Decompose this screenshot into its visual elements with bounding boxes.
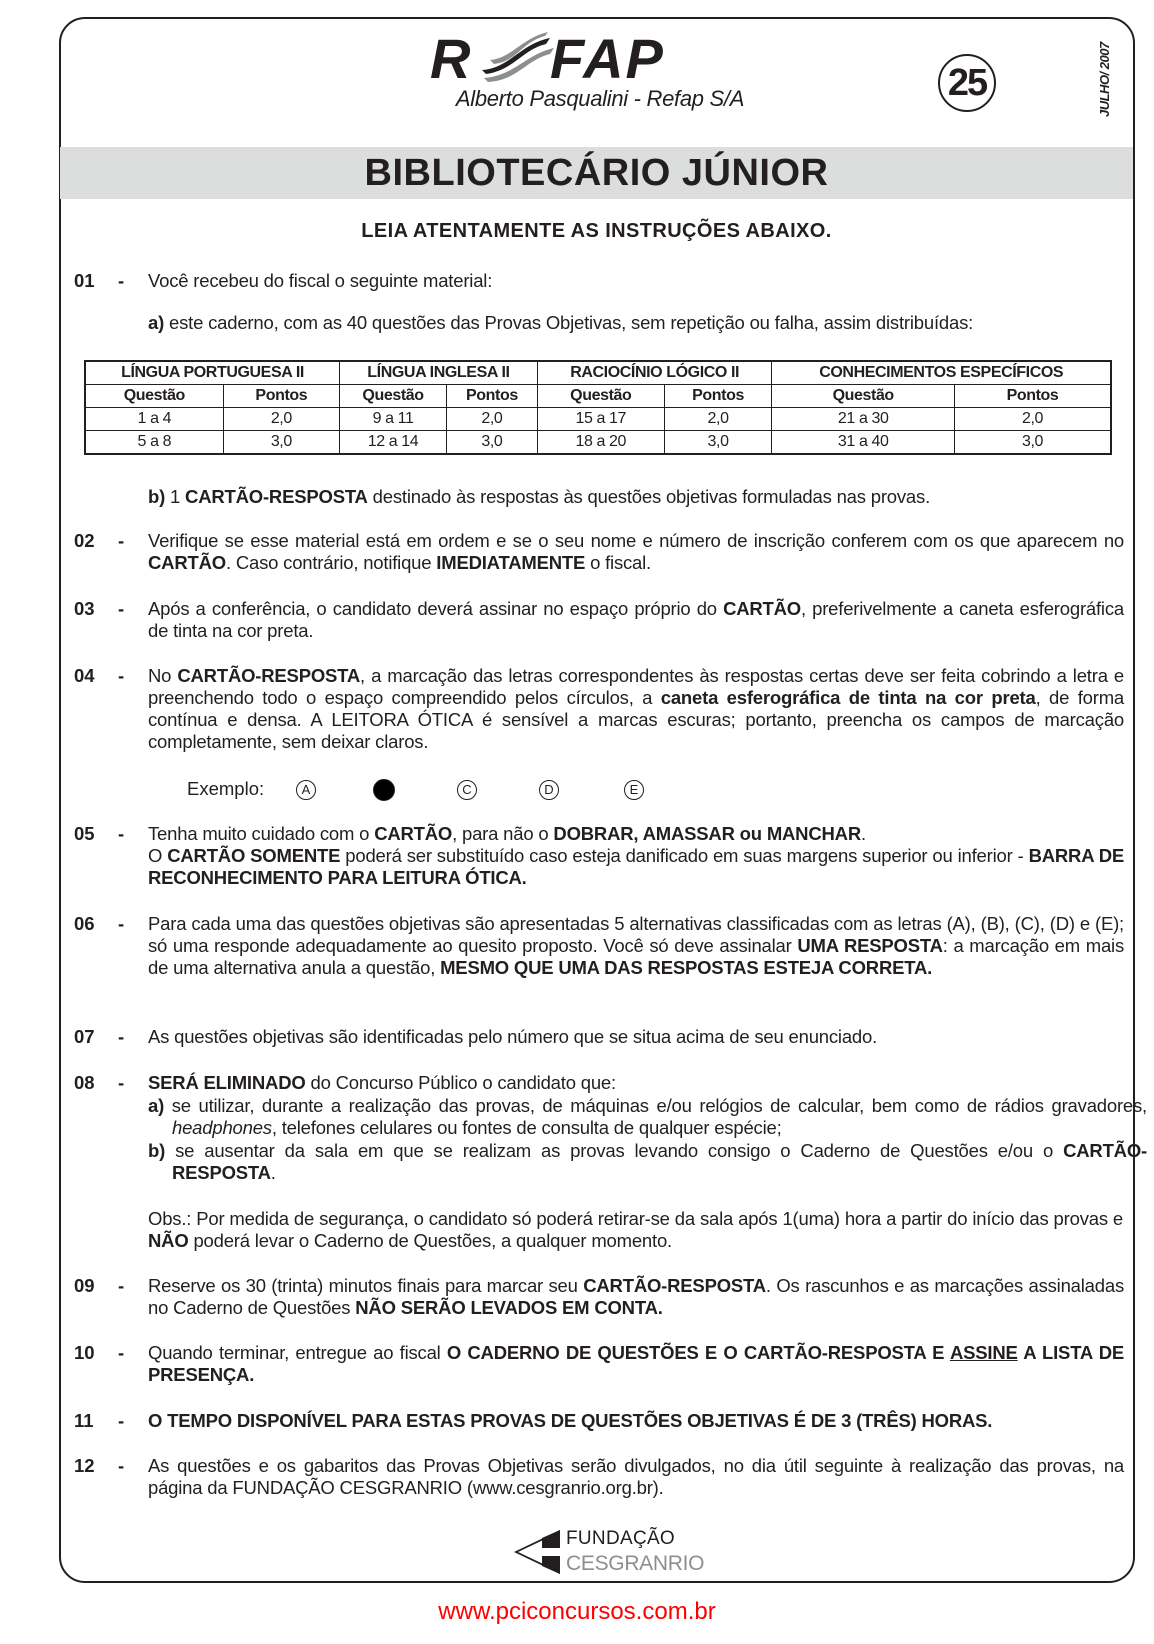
text-segment: 1 <box>165 486 186 507</box>
item-number: 04 <box>74 665 95 686</box>
table-cell: 3,0 <box>664 431 772 455</box>
instruction-03 <box>74 598 1124 642</box>
table-cell: 12 a 14 <box>340 431 447 455</box>
instruction-01a <box>148 312 1123 334</box>
item-text <box>148 1410 1124 1432</box>
text-segment: , para não o <box>452 823 554 844</box>
instruction-08 <box>74 1072 1124 1094</box>
table-cell: 5 a 8 <box>85 431 223 455</box>
text-segment: Você recebeu do fiscal o seguinte material: <box>148 270 493 291</box>
item-text <box>148 1342 1124 1386</box>
exam-date: JULHO/ 2007 <box>1097 42 1112 118</box>
text-segment: este caderno, com as 40 questões das Provas Objetivas, sem repetição ou falha, assim distribuídas: <box>164 312 974 333</box>
item-dash: - <box>118 1455 125 1476</box>
text-segment: As questões e os gabaritos das Provas Objetivas serão divulgados, no dia útil seguinte à realização das provas, na página da FUNDAÇÃO CESGRANRIO (www.cesgranrio.org.br). <box>148 1455 1124 1498</box>
instruction-11 <box>74 1410 1124 1432</box>
item-number: 02 <box>74 530 95 551</box>
item-text <box>148 665 1124 753</box>
column-header: Questão <box>85 385 223 408</box>
item-dash: - <box>118 270 125 291</box>
example-bubble-e: E <box>624 780 644 800</box>
example-bubble-d: D <box>539 780 559 800</box>
column-header: Questão <box>340 385 447 408</box>
emphasis-text: CARTÃO-RESPOSTA <box>185 486 368 507</box>
table-cell: 3,0 <box>954 431 1111 455</box>
item-dash: - <box>118 823 125 844</box>
emphasis-text: b) <box>148 1140 166 1161</box>
text-segment: se utilizar, durante a realização das provas, de máquinas e/ou relógios de calcular, bem como de rádios gravadores, <box>164 1095 1147 1116</box>
item-number: 11 <box>74 1410 94 1431</box>
item-text <box>148 1026 1124 1048</box>
instruction-04 <box>74 665 1124 753</box>
observation-note <box>148 1208 1123 1252</box>
text-segment: As questões objetivas são identificadas pelo número que se situa acima de seu enunciado. <box>148 1026 878 1047</box>
text-segment: do Concurso Público o candidato que: <box>305 1072 616 1093</box>
emphasis-text: MESMO QUE UMA DAS RESPOSTAS ESTEJA CORRETA. <box>440 957 933 978</box>
table-row <box>85 431 1111 455</box>
emphasis-text: BARRA DE RECONHECIMENTO PARA LEITURA ÓTICA. <box>148 845 1124 888</box>
item-text <box>148 1455 1124 1499</box>
table-cell: 1 a 4 <box>85 408 223 431</box>
column-header: Pontos <box>954 385 1111 408</box>
emphasis-text: CARTÃO-RESPOSTA <box>583 1275 766 1296</box>
text-segment: . <box>861 823 866 844</box>
cesgranrio-logo-icon <box>512 1528 568 1576</box>
table-cell: 15 a 17 <box>537 408 664 431</box>
emphasis-text: NÃO <box>148 1230 189 1251</box>
emphasis-text: O CADERNO DE QUESTÕES E O CARTÃO-RESPOSTA E <box>446 1342 950 1363</box>
org-name-line2: CESGRANRIO <box>566 1552 705 1575</box>
instruction-12 <box>74 1455 1124 1499</box>
instructions-heading: LEIA ATENTAMENTE AS INSTRUÇÕES ABAIXO. <box>361 220 832 242</box>
table-cell: 2,0 <box>447 408 538 431</box>
emphasis-text: A LISTA DE PRESENÇA. <box>148 1342 1125 1385</box>
table-cell: 21 a 30 <box>772 408 955 431</box>
item-number: 09 <box>74 1275 95 1296</box>
org-name-line1: FUNDAÇÃO <box>566 1528 676 1549</box>
item-dash: - <box>118 530 125 551</box>
item-dash: - <box>118 1410 125 1431</box>
table-cell: 3,0 <box>223 431 339 455</box>
item-text <box>148 530 1124 574</box>
emphasis-text: O TEMPO DISPONÍVEL PARA ESTAS PROVAS DE QUESTÕES OBJETIVAS É DE 3 (TRÊS) HORAS. <box>148 1410 993 1431</box>
column-header: Questão <box>772 385 955 408</box>
column-header: Pontos <box>447 385 538 408</box>
text-segment: destinado às respostas às questões objetivas formuladas nas provas. <box>367 486 931 507</box>
emphasis-text: CARTÃO-RESPOSTA <box>177 665 361 686</box>
text-segment: poderá ser substituído caso esteja danificado em suas margens superior ou inferior - <box>340 845 1029 866</box>
text-segment: poderá levar o Caderno de Questões, a qualquer momento. <box>188 1230 672 1251</box>
table-cell: 2,0 <box>223 408 339 431</box>
company-subtitle: Alberto Pasqualini - Refap S/A <box>455 86 745 111</box>
emphasis-text: SERÁ ELIMINADO <box>148 1072 306 1093</box>
column-header: Pontos <box>223 385 339 408</box>
example-label: Exemplo: <box>187 778 265 799</box>
instruction-02 <box>74 530 1124 574</box>
text-segment: , telefones celulares ou fontes de consulta de qualquer espécie; <box>271 1117 782 1138</box>
example-bubble-c: C <box>457 780 477 800</box>
text-segment: Após a conferência, o candidato deverá assinar no espaço próprio do <box>148 598 724 619</box>
table-cell: 2,0 <box>664 408 772 431</box>
item-text <box>148 913 1124 979</box>
text-segment: , preferivelmente a caneta esferográfica de tinta na cor preta. <box>148 598 1124 641</box>
text-segment: , a marcação das letras correspondentes às respostas certas deve ser feita cobrindo a letra e preenchendo todo o espaço compreendido pelos círculos, a <box>148 665 1124 708</box>
item-number: 08 <box>74 1072 95 1093</box>
example-bubble-b-filled <box>373 779 395 801</box>
instruction-05 <box>74 823 1124 889</box>
emphasis-text: ASSINE <box>949 1342 1018 1363</box>
text-segment: Quando terminar, entregue ao fiscal <box>148 1342 447 1363</box>
emphasis-text: UMA RESPOSTA <box>797 935 943 956</box>
item-dash: - <box>118 913 125 934</box>
text-segment: Obs.: Por medida de segurança, o candidato só poderá retirar-se da sala após 1(uma) hora a partir do início das provas e <box>148 1208 1123 1229</box>
text-segment: No <box>148 665 178 686</box>
refap-logo <box>430 30 770 86</box>
text-segment: Verifique se esse material está em ordem e se o seu nome e número de inscrição conferem com os que aparecem no <box>148 530 1124 551</box>
instruction-10 <box>74 1342 1124 1386</box>
page-title: BIBLIOTECÁRIO JÚNIOR <box>364 152 829 194</box>
item-text <box>148 1072 1124 1094</box>
item-text <box>148 598 1124 642</box>
emphasis-text: caneta esferográfica de tinta na cor preta <box>660 687 1036 708</box>
table-cell: 3,0 <box>447 431 538 455</box>
subject-header: RACIOCÍNIO LÓGICO II <box>537 361 772 385</box>
item-dash: - <box>118 1342 125 1363</box>
instruction-01b <box>148 486 1123 508</box>
item-dash: - <box>118 1072 125 1093</box>
emphasis-text: b) <box>148 486 166 507</box>
item-text <box>148 270 1124 292</box>
emphasis-text: DOBRAR, AMASSAR ou MANCHAR <box>553 823 861 844</box>
emphasis-text: IMEDIATAMENTE <box>436 552 586 573</box>
table-cell: 18 a 20 <box>537 431 664 455</box>
subject-header: CONHECIMENTOS ESPECÍFICOS <box>772 361 1111 385</box>
table-cell: 9 a 11 <box>340 408 447 431</box>
exam-number-badge: 25 <box>938 54 996 112</box>
item-dash: - <box>118 1026 125 1047</box>
text-segment: . <box>270 1162 276 1183</box>
text-segment: , de forma contínua e densa. A LEITORA ÓTICA é sensível a marcas escuras; portanto, preencha os campos de marcação completamente, sem deixar claros. <box>148 687 1124 752</box>
item-number: 01 <box>74 270 95 291</box>
subject-header: LÍNGUA PORTUGUESA II <box>85 361 340 385</box>
column-header: Pontos <box>664 385 772 408</box>
instruction-01 <box>74 270 1124 292</box>
text-segment: Tenha muito cuidado com o <box>148 823 375 844</box>
emphasis-text: CARTÃO <box>148 552 226 573</box>
svg-text:FAP: FAP <box>550 30 665 86</box>
text-segment: O <box>148 845 168 866</box>
emphasis-text: headphones <box>172 1117 272 1138</box>
text-segment: Para cada uma das questões objetivas são apresentadas 5 alternativas classificadas com as letras (A), (B), (C), (D) e (E); só uma responde adequadamente ao quesito proposto. Você só deve assinalar <box>148 913 1124 956</box>
subject-header: LÍNGUA INGLESA II <box>340 361 538 385</box>
emphasis-text: CARTÃO SOMENTE <box>167 845 341 866</box>
example-bubble-a: A <box>296 780 316 800</box>
table-subject-row <box>85 361 1111 385</box>
source-url-link[interactable]: www.pciconcursos.com.br <box>438 1598 716 1625</box>
text-segment: . Caso contrário, notifique <box>225 552 437 573</box>
table-row <box>85 408 1111 431</box>
emphasis-text: a) <box>148 1095 165 1116</box>
item-dash: - <box>118 598 125 619</box>
text-segment: : a marcação em mais de uma alternativa anula a questão, <box>148 935 1124 978</box>
item-text <box>148 1275 1124 1319</box>
item-dash: - <box>118 665 125 686</box>
item-number: 05 <box>74 823 95 844</box>
emphasis-text: NÃO SERÃO LEVADOS EM CONTA. <box>355 1297 663 1318</box>
emphasis-text: CARTÃO <box>374 823 453 844</box>
instruction-08b <box>148 1140 1147 1184</box>
item-number: 07 <box>74 1026 95 1047</box>
table-column-row <box>85 385 1111 408</box>
table-cell: 2,0 <box>954 408 1111 431</box>
instruction-08a <box>148 1095 1147 1139</box>
emphasis-text: a) <box>148 312 165 333</box>
instruction-09 <box>74 1275 1124 1319</box>
item-dash: - <box>118 1275 125 1296</box>
table-cell: 31 a 40 <box>772 431 955 455</box>
emphasis-text: CARTÃO-RESPOSTA <box>172 1140 1147 1183</box>
column-header: Questão <box>537 385 664 408</box>
item-number: 12 <box>74 1455 95 1476</box>
svg-text:R: R <box>430 30 473 86</box>
text-segment: . Os rascunhos e as marcações assinaladas no Caderno de Questões <box>148 1275 1124 1318</box>
instruction-07 <box>74 1026 1124 1048</box>
item-number: 03 <box>74 598 95 619</box>
item-text <box>148 823 1124 889</box>
question-distribution-table <box>84 360 1112 455</box>
item-number: 06 <box>74 913 95 934</box>
emphasis-text: CARTÃO <box>723 598 801 619</box>
text-segment: Reserve os 30 (trinta) minutos finais para marcar seu <box>148 1275 584 1296</box>
text-segment: se ausentar da sala em que se realizam as provas levando consigo o Caderno de Questões e/ou o <box>165 1140 1064 1161</box>
instruction-06 <box>74 913 1124 979</box>
item-number: 10 <box>74 1342 95 1363</box>
text-segment: o fiscal. <box>585 552 651 573</box>
